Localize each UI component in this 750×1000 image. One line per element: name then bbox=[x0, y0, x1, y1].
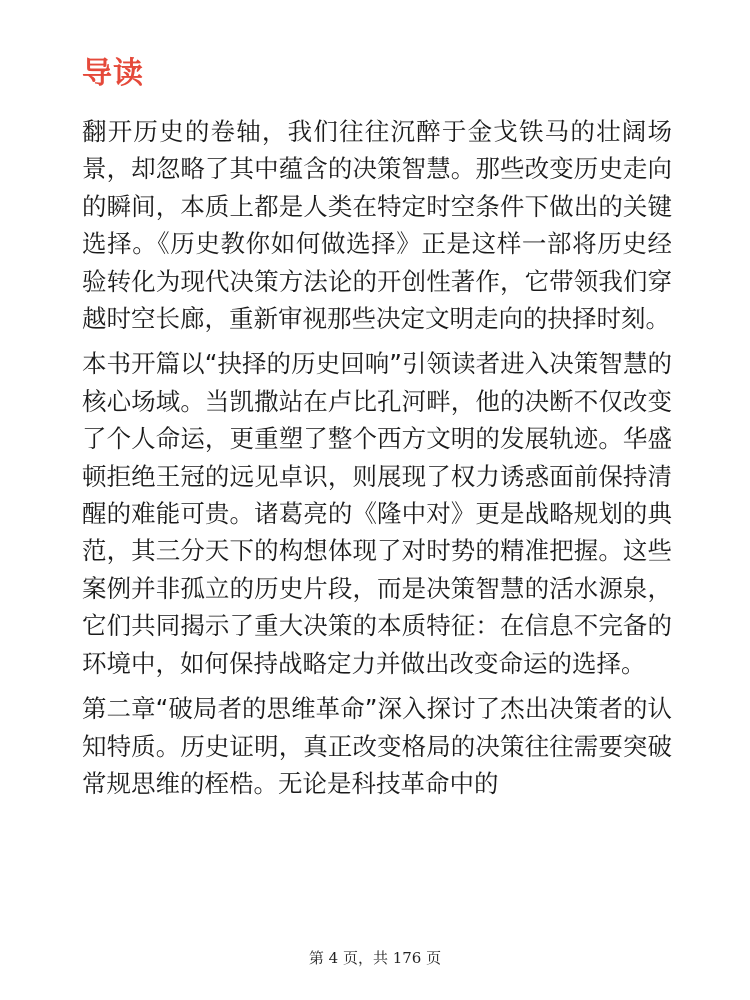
body-text bbox=[82, 113, 672, 810]
paragraph-1: 翻开历史的卷轴，我们往往沉醉于金戈铁马的壮阔场景，却忽略了其中蕴含的决策智慧。那些改变历史走向的瞬间，本质上都是人类在特定时空条件下做出的关键选择。《历史教你如何做选择》正是这样一部将历史经验转化为现代决策方法论的开创性著作，它带领我们穿越时空长廊，重新审视那些决定文明走向的抉择时刻。 bbox=[82, 117, 672, 334]
paragraph-2: 本书开篇以“抉择的历史回响”引领读者进入决策智慧的核心场域。当凯撒站在卢比孔河畔，他的决断不仅改变了个人命运，更重塑了整个西方文明的发展轨迹。华盛顿拒绝王冠的远见卓识，则展现了权力诱惑面前保持清醒的难能可贵。诸葛亮的《隆中对》更是战略规划的典范，其三分天下的构想体现了对时势的精准把握。这些案例并非孤立的历史片段，而是决策智慧的活水源泉，它们共同揭示了重大决策的本质特征：在信息不完备的环境中，如何保持战略定力并做出改变命运的选择。 bbox=[82, 349, 672, 678]
section-title: 导读 bbox=[82, 56, 144, 91]
paragraph-3: 第二章“破局者的思维革命”深入探讨了杰出决策者的认知特质。历史证明，真正改变格局的决策往往需要突破常规思维的桎梏。无论是科技革命中的 bbox=[82, 694, 672, 798]
page-number: 第 4 页，共 176 页 bbox=[308, 949, 442, 967]
